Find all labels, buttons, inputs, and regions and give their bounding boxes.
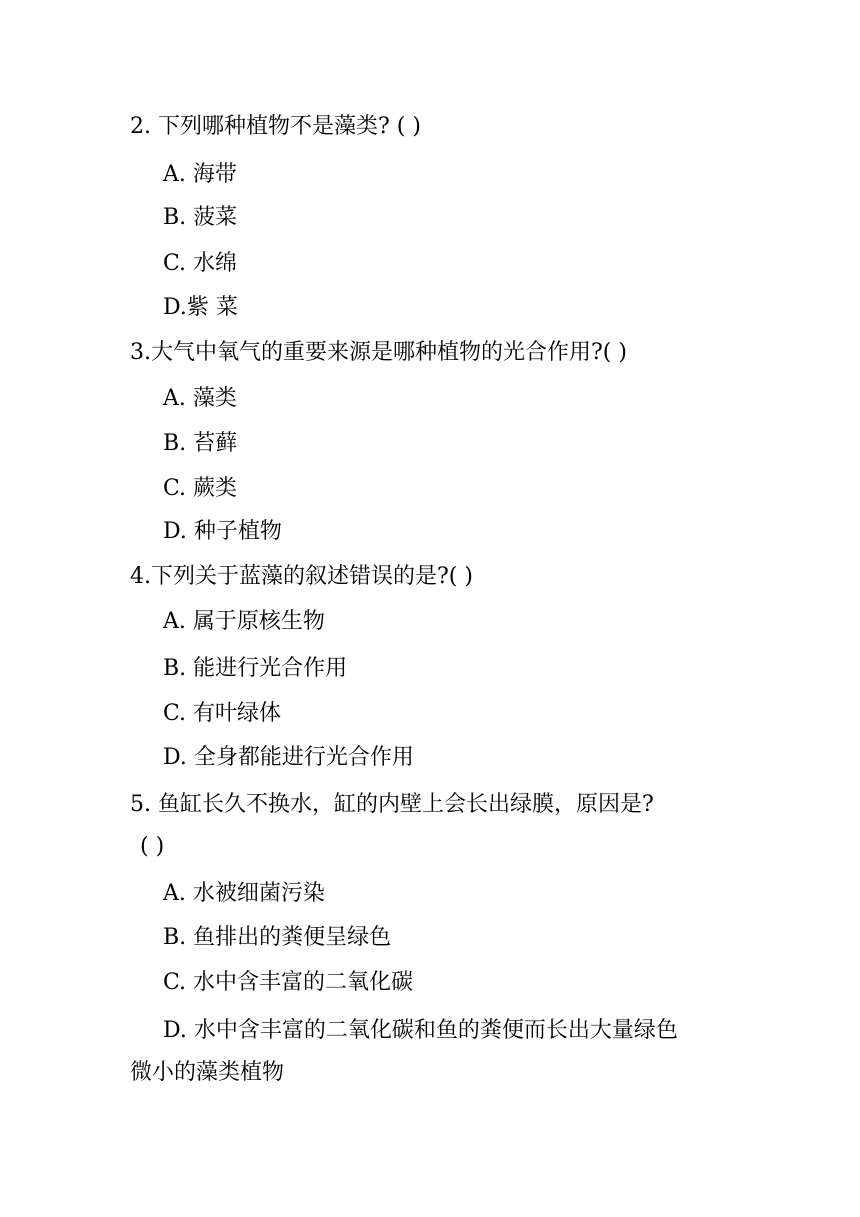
question-4-option-d: D. 全身都能进行光合作用 [163, 745, 414, 770]
question-3-option-c: C. 蕨类 [163, 476, 238, 501]
question-5-option-a: A. 水被细菌污染 [163, 881, 325, 906]
question-5-option-b: B. 鱼排出的粪便呈绿色 [163, 925, 392, 950]
question-2-option-c: C. 水绵 [163, 251, 238, 276]
question-4-option-a: A. 属于原核生物 [163, 609, 325, 634]
question-5-option-d-line1: D. 水中含丰富的二氧化碳和鱼的粪便而长出大量绿色 [163, 1018, 678, 1043]
question-4-stem: 4.下列关于蓝藻的叙述错误的是?( ) [130, 564, 473, 589]
question-2-option-b: B. 菠菜 [163, 205, 238, 230]
question-3-option-d: D. 种子植物 [163, 519, 282, 544]
question-2-option-a: A. 海带 [163, 162, 237, 187]
question-2-option-d: D.紫 菜 [163, 295, 238, 320]
question-3-stem: 3.大气中氧气的重要来源是哪种植物的光合作用?( ) [130, 340, 627, 365]
question-3-option-b: B. 苔藓 [163, 431, 238, 456]
question-2-stem: 2. 下列哪种植物不是藻类? ( ) [130, 114, 421, 139]
question-5-option-d-line2: 微小的藻类植物 [130, 1060, 285, 1085]
question-5-stem: 5. 鱼缸长久不换水，缸的内壁上会长出绿膜，原因是? [130, 792, 654, 817]
question-4-option-c: C. 有叶绿体 [163, 701, 282, 726]
question-5-option-c: C. 水中含丰富的二氧化碳 [163, 970, 414, 995]
question-3-option-a: A. 藻类 [163, 386, 237, 411]
question-5-stem-continuation: ( ) [140, 834, 165, 859]
question-4-option-b: B. 能进行光合作用 [163, 656, 348, 681]
